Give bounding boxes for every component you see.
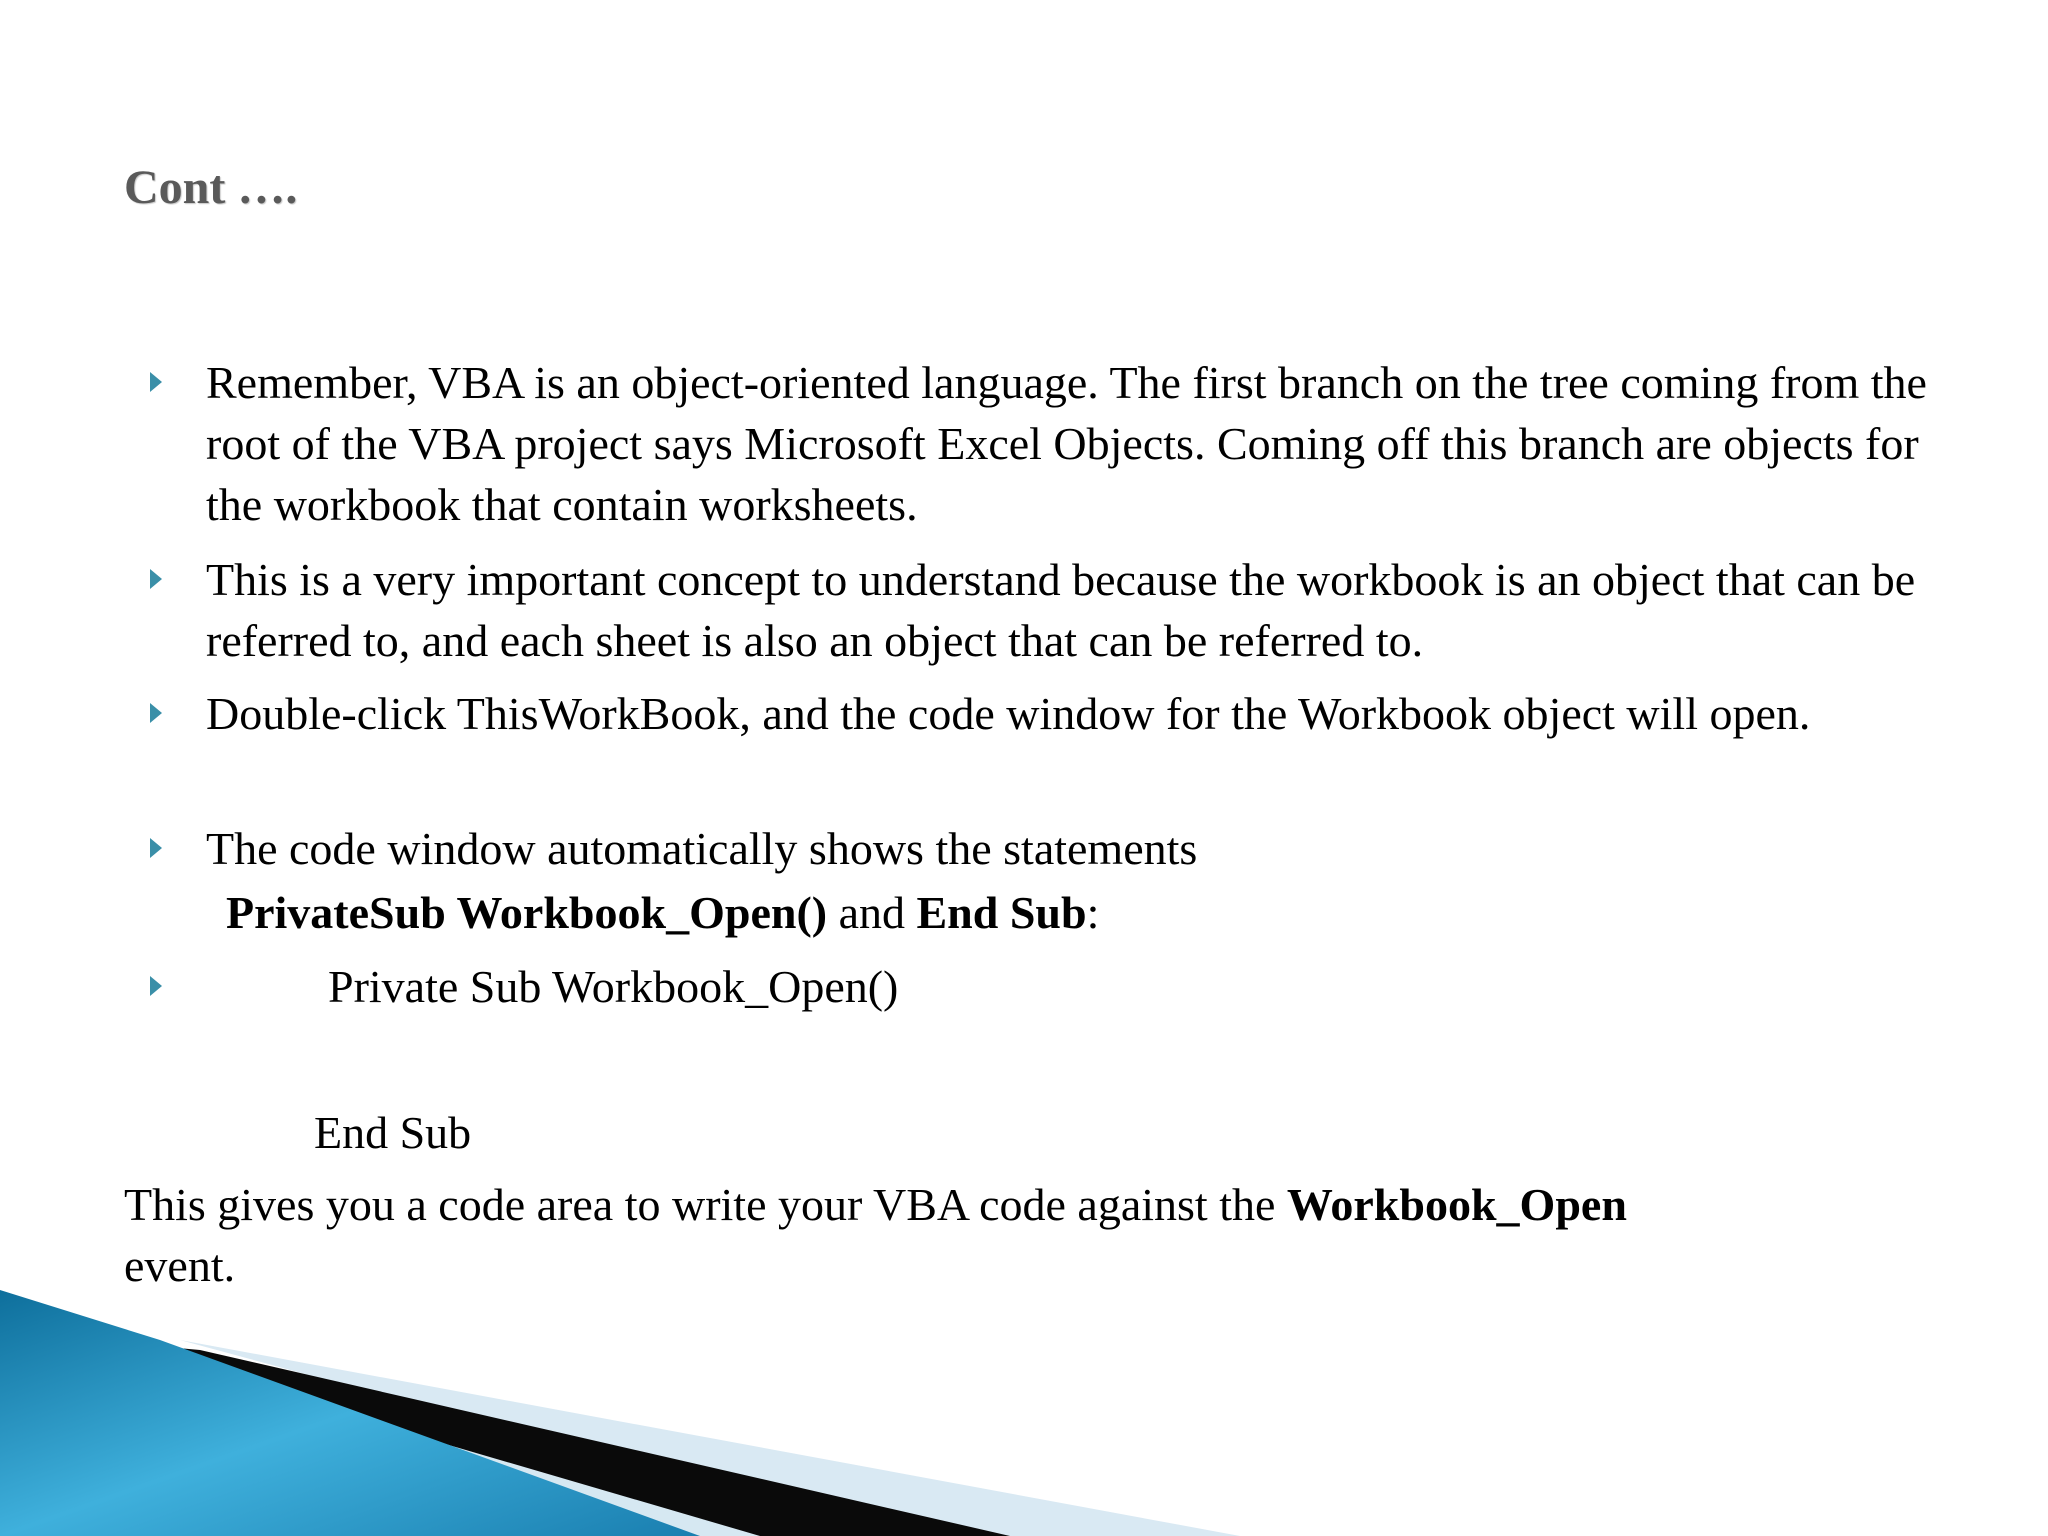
bullet-text: The code window automatically shows the statements (206, 823, 1198, 874)
swoosh-blue (0, 1290, 700, 1536)
closing-suffix: event. (124, 1240, 236, 1291)
triangle-bullet-icon (148, 974, 164, 998)
bullet-text: Remember, VBA is an object-oriented language. The first branch on the tree coming from the root of the VBA project says Microsoft Excel Objects. Coming off this branch are objects for the workbook that contain worksheets. (206, 357, 1927, 530)
statement-end: End Sub (916, 887, 1087, 938)
statement-colon: : (1086, 887, 1100, 938)
triangle-bullet-icon (148, 701, 164, 725)
closing-bold: Workbook_Open (1286, 1179, 1627, 1230)
statement-open: PrivateSub Workbook_Open() (226, 887, 828, 938)
bullet-text: Double-click ThisWorkBook, and the code window for the Workbook object will open. (206, 688, 1811, 739)
decorative-swoosh (0, 1280, 2048, 1536)
code-end-line: End Sub (314, 1107, 472, 1158)
triangle-bullet-icon (148, 370, 164, 394)
slide-title: Cont …. (124, 161, 298, 214)
bullet-text: This is a very important concept to understand because the workbook is an object that can be referred to, and each sheet is also an object that can be referred to. (206, 554, 1916, 666)
statements-line (226, 882, 1099, 943)
closing-paragraph (124, 1174, 1924, 1296)
code-open-line: Private Sub Workbook_Open() (328, 961, 899, 1012)
triangle-bullet-icon (148, 836, 164, 860)
statement-and: and (827, 887, 917, 938)
triangle-bullet-icon (148, 567, 164, 591)
closing-prefix: This gives you a code area to write your VBA code against the (124, 1179, 1287, 1230)
